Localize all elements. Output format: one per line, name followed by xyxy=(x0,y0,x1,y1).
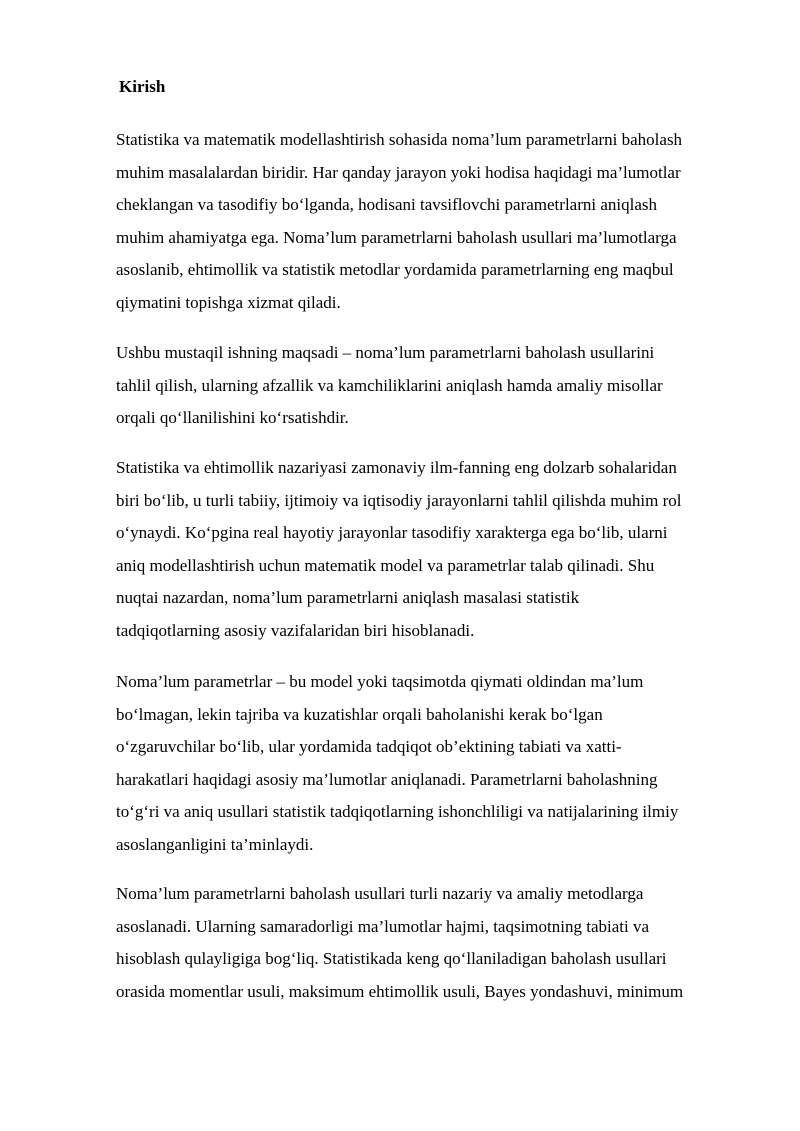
paragraph-line: muhim masalalardan biridir. Har qanday jarayon yoki hodisa haqidagi ma’lumotlar xyxy=(116,162,681,182)
paragraph-line: Noma’lum parametrlar – bu model yoki taqsimotda qiymati oldindan ma’lum xyxy=(116,672,644,691)
paragraph-line: asoslanganligini ta’minlaydi. xyxy=(116,834,314,854)
paragraph-line: Noma’lum parametrlarni baholash usullari turli nazariy va amaliy metodlarga xyxy=(116,884,644,903)
paragraph-goal xyxy=(116,337,746,435)
paragraph-line: nuqtai nazardan, noma’lum parametrlarni aniqlash masalasi statistik xyxy=(116,588,580,608)
paragraph-methods xyxy=(116,878,746,1008)
paragraph-line: o‘zgaruvchilar bo‘lib, ular yordamida tadqiqot ob’ektining tabiati va xatti- xyxy=(116,737,622,757)
paragraph-line: Ushbu mustaqil ishning maqsadi – noma’lum parametrlarni baholash usullarini xyxy=(116,343,655,362)
paragraph-line: biri bo‘lib, u turli tabiiy, ijtimoiy va iqtisodiy jarayonlarni tahlil qilishda muhim rol xyxy=(116,490,682,510)
paragraph-line: cheklangan va tasodifiy bo‘lganda, hodisani tavsiflovchi parametrlarni aniqlash xyxy=(116,195,657,215)
paragraph-line: orasida momentlar usuli, maksimum ehtimollik usuli, Bayes yondashuvi, minimum xyxy=(116,981,684,1001)
paragraph-line: bo‘lmagan, lekin tajriba va kuzatishlar orqali baholanishi kerak bo‘lgan xyxy=(116,704,603,724)
paragraph-line: Statistika va matematik modellashtirish sohasida noma’lum parametrlarni baholash xyxy=(116,130,683,149)
paragraph-statistics xyxy=(116,452,746,648)
paragraph-line: orqali qo‘llanilishini ko‘rsatishdir. xyxy=(116,408,349,428)
paragraph-line: tahlil qilish, ularning afzallik va kamchiliklarini aniqlash hamda amaliy misollar xyxy=(116,375,663,395)
paragraph-line: o‘ynaydi. Ko‘pgina real hayotiy jarayonlar tasodifiy xarakterga ega bo‘lib, ularni xyxy=(116,523,668,543)
paragraph-line: tadqiqotlarning asosiy vazifalaridan biri hisoblanadi. xyxy=(116,620,475,640)
paragraph-line: hisoblash qulayligiga bog‘liq. Statistikada keng qo‘llaniladigan baholash usullari xyxy=(116,949,667,969)
paragraph-line: asoslanib, ehtimollik va statistik metodlar yordamida parametrlarning eng maqbul xyxy=(116,260,674,280)
paragraph-parameters xyxy=(116,666,746,862)
paragraph-line: aniq modellashtirish uchun matematik model va parametrlar talab qilinadi. Shu xyxy=(116,555,655,575)
paragraph-introduction xyxy=(116,124,746,320)
paragraph-line: asoslanadi. Ularning samaradorligi ma’lumotlar hajmi, taqsimotning tabiati va xyxy=(116,916,650,936)
paragraph-line: Statistika va ehtimollik nazariyasi zamonaviy ilm-fanning eng dolzarb sohalaridan xyxy=(116,458,677,477)
paragraph-line: to‘g‘ri va aniq usullari statistik tadqiqotlarning ishonchliligi va natijalarining ilmiy xyxy=(116,802,679,822)
paragraph-line: qiymatini topishga xizmat qiladi. xyxy=(116,292,341,312)
paragraph-line: muhim ahamiyatga ega. Noma’lum parametrlarni baholash usullari ma’lumotlarga xyxy=(116,227,677,247)
section-heading: Kirish xyxy=(119,77,166,96)
paragraph-line: harakatlari haqidagi asosiy ma’lumotlar aniqlanadi. Parametrlarni baholashning xyxy=(116,769,658,789)
